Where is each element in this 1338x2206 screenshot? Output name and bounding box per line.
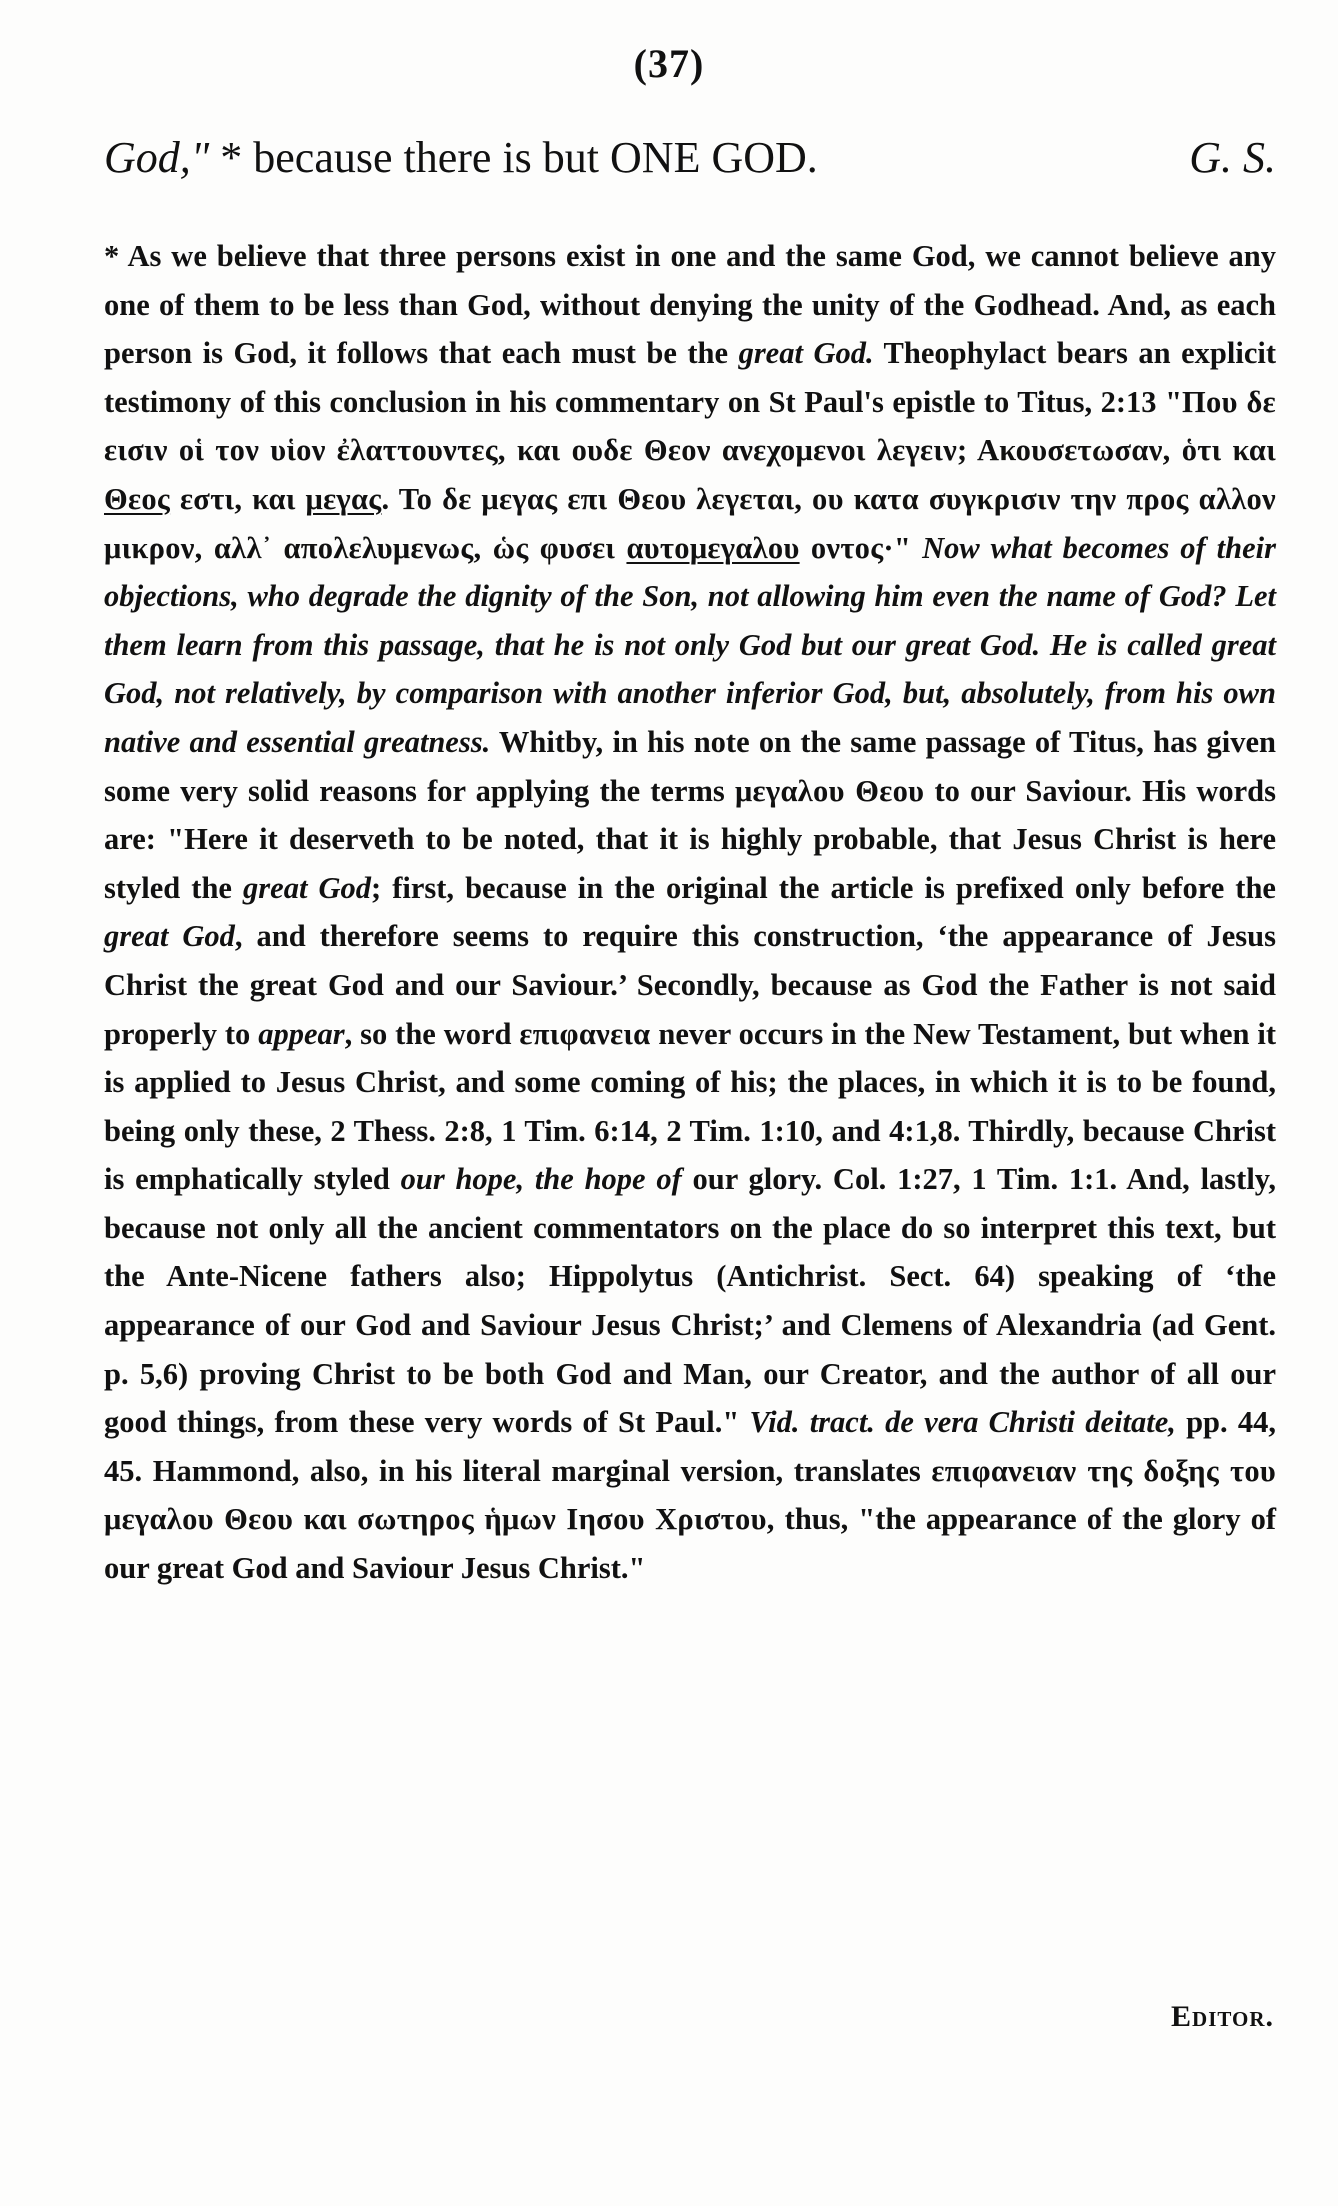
editor-signature: Editor.	[1171, 2000, 1274, 2033]
closing-rest: * because there is but ONE GOD.	[209, 133, 818, 182]
note-text: never occurs in the New Testament, but when it is applied to Jesus Christ, and some coming of his; the places, in which it is to be found, being only these, 2 Thess. 2:8, 1 Tim. 6:14, 2 Tim. 1:10, and 4:1,8. Thirdly, because Christ is emphatically styled	[104, 1016, 1276, 1197]
note-italic: great God.	[738, 336, 874, 371]
note-italic: appear	[258, 1016, 345, 1051]
author-initials: G. S.	[1189, 133, 1276, 182]
note-text: Theophylact bears an explicit testimony of this conclusion in his commentary on St Paul's epistle to Titus, 2:13 "	[104, 336, 1276, 419]
greek-term: μεγαλου Θεου	[734, 773, 925, 808]
note-text: , and therefore seems to require this construction, ‘the appearance of Jesus Christ the great God and our Saviour.’ Secondly, because as God the Father is not said properly to	[104, 919, 1276, 1051]
note-italic: great God	[243, 870, 371, 905]
closing-text	[104, 128, 818, 188]
note-text: to our Saviour. His words are: "Here it deserveth to be noted, that it is highly probable, that Jesus Christ is here styled the	[104, 773, 1276, 905]
editor-footnote	[104, 232, 1276, 1593]
greek-phrase: επιφανειαν της δοξης του μεγαλου Θεου και σωτηρος ἡμων Ιησου Χριστου,	[104, 1453, 1277, 1537]
note-text: our glory. Col. 1:27, 1 Tim. 1:1. And, lastly, because not only all the ancient commentators on the place do so interpret this text, but the Ante-Nicene fathers also; Hippolytus (Antichrist. Sect. 64) speaking of ‘the appearance of our God and Saviour Jesus Christ;’ and Clemens of Alexandria (ad Gent. p. 5,6) proving Christ to be both God and Man, our Creator, and the author of all our good things, from these very words of St Paul."	[104, 1162, 1276, 1440]
greek-quote: . Το δε μεγας επι Θεου λεγεται, ου κατα συγκρισιν την προς αλλον μικρον, αλλ᾿ απολελυμενως, ὡς φυσει	[104, 481, 1276, 565]
note-italic: great God	[104, 919, 235, 954]
greek-quote: Που δε εισιν οἱ τον υἱον ἐλαττουντες, και ουδε Θεον ανεχομενοι λεγειν; Ακουσετωσαν, ὁτι και	[104, 384, 1276, 468]
closing-line	[104, 128, 1276, 188]
english-translation: Now what becomes of their objections, who degrade the dignity of the Son, not allowing him even the name of God? Let them learn from this passage, that he is not only God but our great God. He is called great God, not relatively, by comparison with another inferior God, but, absolutely, from his own native and essential greatness.	[104, 530, 1276, 759]
greek-underlined: μεγας	[305, 481, 382, 516]
greek-quote: οντος·"	[799, 530, 912, 565]
greek-underlined: Θεος	[104, 481, 171, 516]
closing-italic: God,"	[104, 133, 210, 182]
greek-quote: εστι, και	[170, 481, 306, 516]
note-text: ; first, because in the original the article is prefixed only before the	[371, 870, 1276, 905]
note-italic: Vid. tract. de vera Christi deitate,	[749, 1405, 1176, 1440]
note-text: thus, "the appearance of the glory of our great God and Saviour Jesus Christ."	[104, 1502, 1276, 1586]
greek-underlined: αυτομεγαλου	[626, 530, 800, 565]
note-text: pp. 44, 45. Hammond, also, in his literal marginal version, translates	[104, 1405, 1276, 1488]
page-number: (37)	[633, 41, 705, 86]
note-text: , so the word	[344, 1016, 520, 1051]
note-italic: our hope, the hope of	[400, 1162, 682, 1197]
greek-term: επιφανεια	[519, 1016, 651, 1051]
note-text: Whitby, in his note on the same passage of Titus, has given some very solid reasons for applying the terms	[104, 724, 1276, 808]
note-text: * As we believe that three persons exist in one and the same God, we cannot believe any one of them to be less than God, without denying the unity of the Godhead. And, as each person is God, it follows that each must be the	[104, 239, 1276, 371]
